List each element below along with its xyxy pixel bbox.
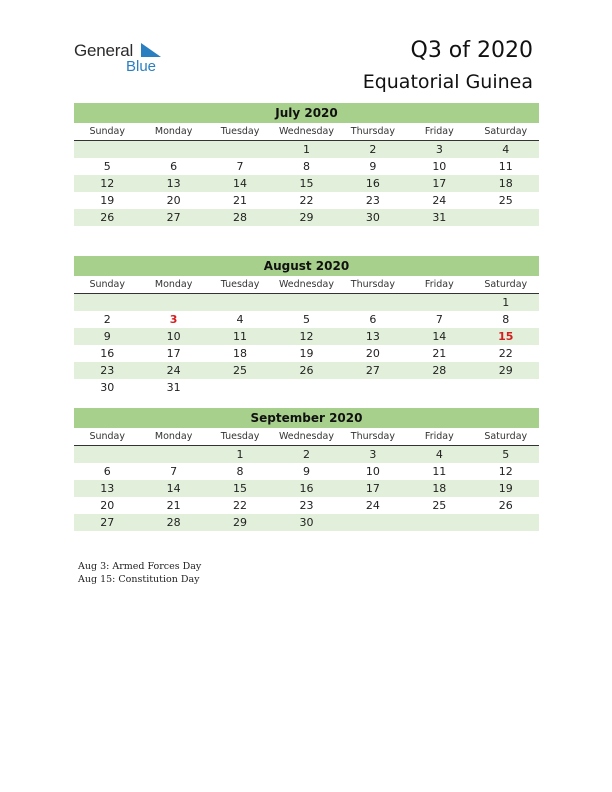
month-header: August 2020 xyxy=(74,256,539,276)
day-cell: 29 xyxy=(233,516,248,529)
month-calendar xyxy=(74,103,539,226)
day-cell: 16 xyxy=(365,177,380,190)
day-cell: 23 xyxy=(299,499,314,512)
day-cell: 29 xyxy=(498,364,513,377)
day-cell: 11 xyxy=(233,330,248,343)
day-cell: 30 xyxy=(100,381,115,394)
day-cell: 3 xyxy=(169,313,178,326)
holiday-note: Aug 3: Armed Forces Day xyxy=(78,561,202,572)
weekday-label: Thursday xyxy=(350,126,395,137)
day-cell: 24 xyxy=(365,499,380,512)
month-header: September 2020 xyxy=(74,408,539,428)
week-row xyxy=(74,175,539,192)
day-cell xyxy=(74,294,140,311)
day-cell: 8 xyxy=(502,313,510,326)
country-title: Equatorial Guinea xyxy=(362,71,533,93)
day-cell: 5 xyxy=(103,160,111,173)
day-cell: 5 xyxy=(302,313,310,326)
day-cell: 21 xyxy=(166,499,181,512)
day-cell: 2 xyxy=(103,313,111,326)
day-cell: 14 xyxy=(432,330,447,343)
logo-blue-text: Blue xyxy=(126,58,157,75)
weekday-label: Monday xyxy=(154,431,193,442)
day-cell: 20 xyxy=(365,347,380,360)
weekday-label: Wednesday xyxy=(278,279,334,290)
week-row xyxy=(74,328,539,345)
week-row xyxy=(74,362,539,379)
day-cell: 28 xyxy=(233,211,248,224)
day-cell: 22 xyxy=(233,499,248,512)
day-cell: 28 xyxy=(432,364,447,377)
day-cell: 23 xyxy=(365,194,380,207)
week-row xyxy=(74,158,539,175)
day-cell: 12 xyxy=(299,330,314,343)
day-cell: 21 xyxy=(233,194,248,207)
day-cell: 1 xyxy=(302,143,310,156)
day-cell: 14 xyxy=(166,482,181,495)
day-cell: 20 xyxy=(166,194,181,207)
day-cell: 29 xyxy=(299,211,314,224)
day-cell: 31 xyxy=(432,211,447,224)
day-cell: 18 xyxy=(233,347,248,360)
weekday-label: Friday xyxy=(424,431,454,442)
day-cell: 17 xyxy=(365,482,380,495)
holiday-note: Aug 15: Constitution Day xyxy=(78,574,200,585)
day-cell xyxy=(140,446,206,463)
day-cell: 1 xyxy=(236,448,244,461)
day-cell: 13 xyxy=(100,482,115,495)
day-cell: 23 xyxy=(100,364,115,377)
day-cell: 24 xyxy=(166,364,181,377)
day-cell: 22 xyxy=(498,347,513,360)
day-cell: 30 xyxy=(299,516,314,529)
day-cell xyxy=(406,379,472,396)
weekday-header-row xyxy=(74,428,539,446)
day-cell: 5 xyxy=(502,448,510,461)
day-cell: 4 xyxy=(236,313,244,326)
day-cell: 10 xyxy=(166,330,181,343)
weekday-label: Wednesday xyxy=(278,126,334,137)
day-cell: 2 xyxy=(369,143,377,156)
week-row xyxy=(74,480,539,497)
day-cell: 8 xyxy=(302,160,310,173)
week-row xyxy=(74,209,539,226)
day-cell: 19 xyxy=(100,194,115,207)
weekday-header-row xyxy=(74,276,539,294)
day-cell: 25 xyxy=(233,364,248,377)
day-cell: 27 xyxy=(365,364,380,377)
day-cell: 9 xyxy=(302,465,310,478)
day-cell: 6 xyxy=(170,160,178,173)
day-cell xyxy=(340,294,406,311)
day-cell: 11 xyxy=(432,465,447,478)
logo xyxy=(74,41,174,77)
day-cell xyxy=(74,141,140,158)
month-header: July 2020 xyxy=(74,103,539,123)
day-cell xyxy=(473,514,539,531)
day-cell: 6 xyxy=(103,465,111,478)
day-cell: 7 xyxy=(236,160,244,173)
day-cell xyxy=(406,294,472,311)
day-cell: 12 xyxy=(100,177,115,190)
day-cell: 3 xyxy=(435,143,443,156)
day-cell: 8 xyxy=(236,465,244,478)
day-cell: 10 xyxy=(365,465,380,478)
day-cell: 13 xyxy=(365,330,380,343)
day-cell xyxy=(207,141,273,158)
weekday-label: Saturday xyxy=(484,431,528,442)
logo-flag-icon xyxy=(141,43,161,59)
day-cell: 22 xyxy=(299,194,314,207)
day-cell: 16 xyxy=(100,347,115,360)
month-calendar xyxy=(74,256,539,396)
day-cell: 17 xyxy=(166,347,181,360)
week-row xyxy=(74,514,539,531)
week-row xyxy=(74,192,539,209)
day-cell xyxy=(406,514,472,531)
weekday-label: Sunday xyxy=(89,126,125,137)
day-cell: 15 xyxy=(299,177,314,190)
day-cell xyxy=(207,294,273,311)
weekday-label: Thursday xyxy=(350,431,395,442)
weekday-label: Tuesday xyxy=(220,126,260,137)
day-cell: 15 xyxy=(233,482,248,495)
day-cell xyxy=(140,141,206,158)
weekday-label: Wednesday xyxy=(278,431,334,442)
day-cell: 16 xyxy=(299,482,314,495)
day-cell: 25 xyxy=(498,194,513,207)
day-cell xyxy=(207,379,273,396)
weekday-label: Friday xyxy=(424,126,454,137)
weekday-label: Monday xyxy=(154,279,193,290)
day-cell: 17 xyxy=(432,177,447,190)
week-row xyxy=(74,141,539,158)
day-cell: 6 xyxy=(369,313,377,326)
day-cell xyxy=(273,379,339,396)
day-cell xyxy=(340,514,406,531)
weekday-label: Friday xyxy=(424,279,454,290)
day-cell: 3 xyxy=(369,448,377,461)
day-cell: 24 xyxy=(432,194,447,207)
day-cell: 26 xyxy=(498,499,513,512)
weekday-label: Thursday xyxy=(350,279,395,290)
day-cell: 31 xyxy=(166,381,181,394)
day-cell: 18 xyxy=(498,177,513,190)
week-row xyxy=(74,379,539,396)
week-row xyxy=(74,497,539,514)
day-cell: 28 xyxy=(166,516,181,529)
day-cell: 20 xyxy=(100,499,115,512)
week-row xyxy=(74,311,539,328)
week-row xyxy=(74,463,539,480)
day-cell: 2 xyxy=(302,448,310,461)
week-row xyxy=(74,345,539,362)
day-cell: 10 xyxy=(432,160,447,173)
weekday-label: Saturday xyxy=(484,279,528,290)
day-cell: 4 xyxy=(435,448,443,461)
day-cell: 1 xyxy=(502,296,510,309)
day-cell xyxy=(140,294,206,311)
day-cell xyxy=(273,294,339,311)
day-cell: 9 xyxy=(369,160,377,173)
week-row xyxy=(74,446,539,463)
day-cell xyxy=(74,446,140,463)
day-cell: 25 xyxy=(432,499,447,512)
weekday-label: Tuesday xyxy=(220,431,260,442)
day-cell: 26 xyxy=(299,364,314,377)
weekday-label: Monday xyxy=(154,126,193,137)
day-cell: 27 xyxy=(166,211,181,224)
day-cell: 4 xyxy=(502,143,510,156)
day-cell: 7 xyxy=(435,313,443,326)
month-calendar xyxy=(74,408,539,531)
day-cell: 11 xyxy=(498,160,513,173)
day-cell xyxy=(473,209,539,226)
day-cell: 13 xyxy=(166,177,181,190)
day-cell: 14 xyxy=(233,177,248,190)
day-cell: 18 xyxy=(432,482,447,495)
day-cell: 12 xyxy=(498,465,513,478)
day-cell: 30 xyxy=(365,211,380,224)
weekday-header-row xyxy=(74,123,539,141)
day-cell: 19 xyxy=(498,482,513,495)
holiday-notes xyxy=(78,560,201,586)
page-title: Q3 of 2020 xyxy=(410,38,533,63)
weekday-label: Saturday xyxy=(484,126,528,137)
weekday-label: Tuesday xyxy=(220,279,260,290)
day-cell xyxy=(473,379,539,396)
week-row xyxy=(74,294,539,311)
day-cell: 21 xyxy=(432,347,447,360)
day-cell: 27 xyxy=(100,516,115,529)
day-cell: 15 xyxy=(498,330,514,343)
weekday-label: Sunday xyxy=(89,279,125,290)
day-cell: 26 xyxy=(100,211,115,224)
day-cell xyxy=(340,379,406,396)
weekday-label: Sunday xyxy=(89,431,125,442)
day-cell: 7 xyxy=(170,465,178,478)
logo-general-text: General xyxy=(74,41,134,60)
day-cell: 9 xyxy=(103,330,111,343)
day-cell: 19 xyxy=(299,347,314,360)
